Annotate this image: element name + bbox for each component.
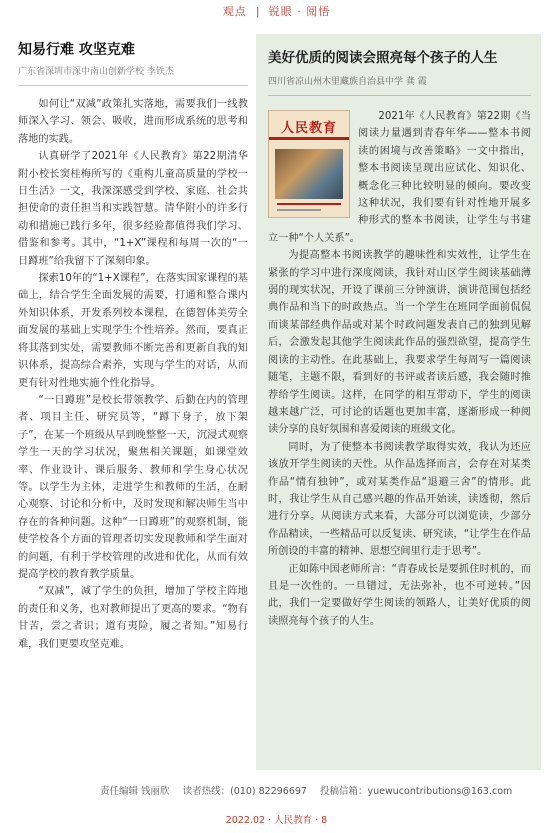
paragraph: 正如陈中国老师所言：“青春成长是要抓住时机的，而且是一次性的。一旦错过，无法弥补，也不可逆转。”因此，我们一定要做好学生阅读的领路人，让美好优质的阅读照亮每个孩子的人生。 [268, 563, 531, 627]
paragraph: 探索10年的“1+X课程”，在落实国家课程的基础上，结合学生全面发展的需要，打通和整合课内外知识体系，开发系列校本课程，在德智体美劳全面发展的基础上实现学生个性培养。然而，要真正将其落到实处，需要教师不断完善和更新自我的知识体系，提高综合素养，实现与学生的对话，从而更有针对性地实施个性化指导。 [18, 273, 248, 389]
page-header [0, 0, 553, 24]
paragraph: 认真研学了2021年《人民教育》第22期清华附小校长窦桂梅所写的《重构儿童高质量的学校一日生活》一文，我深深感受到学校、家庭、社会共担使命的责任担当和实践智慧。清华附小的许多行动和措施已践行多年，很多经验都值得我们学习、借鉴和参考。其中，“1+X”课程和每周一次的“一日蹲班”给我留下了深刻印象。 [18, 151, 248, 267]
magazine-logo: 人民教育 [280, 121, 337, 136]
right-article-body [268, 108, 531, 630]
divider [18, 85, 248, 86]
right-article-title: 美好优质的阅读会照亮每个孩子的人生 [268, 50, 498, 66]
reader-hotline: 读者热线：(010) 82296697 [182, 786, 307, 797]
magazine-cover-image [268, 110, 350, 218]
paragraph: 同时，为了使整本书阅读教学取得实效，我认为还应该放开学生阅读的天性。从作品选择而言，会存在对某类作品“情有独钟”，或对某类作品“退避三舍”的情形。此时，我让学生从自己感兴趣的作品开始读，读透彻，然后进行分享。从阅读方式来看，大部分可以浏览读，少部分作品精读，一些精品可以反复读、研究读，“让学生在作品所创设的丰富的精神、思想空间里行走于思考”。 [268, 441, 531, 558]
paragraph: “一日蹲班”是校长带领教学、后勤在内的管理者、项目主任、研究员等，“蹲下身子，放下架子”，在某一个班级从早到晚整整一天，沉浸式观察学生一天的学习状况，聚焦相关课题，如课堂效率、作业设计、课后服务、教师和学生身心状况等。以学生为主体，走进学生和教师的生活，在耐心观察、讨论和分析中，及时发现和解决师生当中存在的各种问题。这种“一日蹲班”的观察机制，能使学校各个方面的管理者切实发现教师和学生面对的问题，有利于学校管理的改进和优化，从而有效提高学校的教育教学质量。 [18, 394, 248, 580]
credits-line [100, 783, 522, 797]
page-footer: 2022.02 · 人民教育 · 8 [225, 815, 328, 826]
left-article-body [18, 96, 248, 653]
header-separator: | [255, 5, 260, 18]
right-article [256, 34, 541, 770]
paragraph: 为提高整本书阅读教学的趣味性和实效性，让学生在紧张的学习中进行深度阅读，我针对山区学生阅读基础薄弱的现实状况，开设了课前三分钟演讲，演讲范围包括经典作品和当下的时政热点。当一个学生在班同学面前侃侃而谈某部经典作品或对某个时政问题发表自己的独到见解后，会激发起其他学生阅读此作品的强烈欲望，提高学生阅读的主动性。在此基础上，我要求学生每周写一篇阅读随笔，主题不限，看到好的书评或者读后感，我会随时推荐给学生阅读。这样，在同学的相互带动下，学生的阅读越来越广泛，可讨论的话题也更加丰富，逐渐形成一种阅读分享的良好氛围和喜爱阅读的班级文化。 [268, 250, 531, 436]
paragraph: 2021年《人民教育》第22期《当阅读力量遇到青春年华——整本书阅读的困境与改善策略》一文中指出，整本书阅读呈现出应试化、知识化、概念化三种比较明显的倾向。要改变这种状况，我们要有针对性地开展多种形式的整本书阅读，让学生与书建立一种“个人关系”。 [268, 111, 531, 244]
submission-email: 投稿信箱：yuewucontributions@163.com [320, 786, 513, 797]
right-article-author: 四川省凉山州木里藏族自治县中学 龚 霞 [268, 77, 427, 87]
divider [268, 95, 531, 96]
editor-credit: 责任编辑 钱丽欣 [100, 786, 170, 797]
left-article-title: 知易行难 攻坚克难 [18, 42, 135, 58]
paragraph: “双减”，减了学生的负担，增加了学校主阵地的责任和义务，也对教师提出了更高的要求。“物有甘苦，尝之者识；道有夷险，履之者知。”知易行难，我们更要攻坚克难。 [18, 586, 248, 650]
left-article [18, 40, 248, 653]
subsection-label: 锐眼 · 阅悟 [268, 5, 331, 18]
paragraph: 如何让“双减”政策扎实落地，需要我们一线教师深入学习、领会、吸收，进而形成系统的思考和落地的实践。 [18, 99, 248, 145]
cover-photo [275, 149, 343, 199]
section-label: 观点 [222, 5, 247, 18]
left-article-author: 广东省深圳市深中南山创新学校 李铁杰 [18, 67, 174, 77]
